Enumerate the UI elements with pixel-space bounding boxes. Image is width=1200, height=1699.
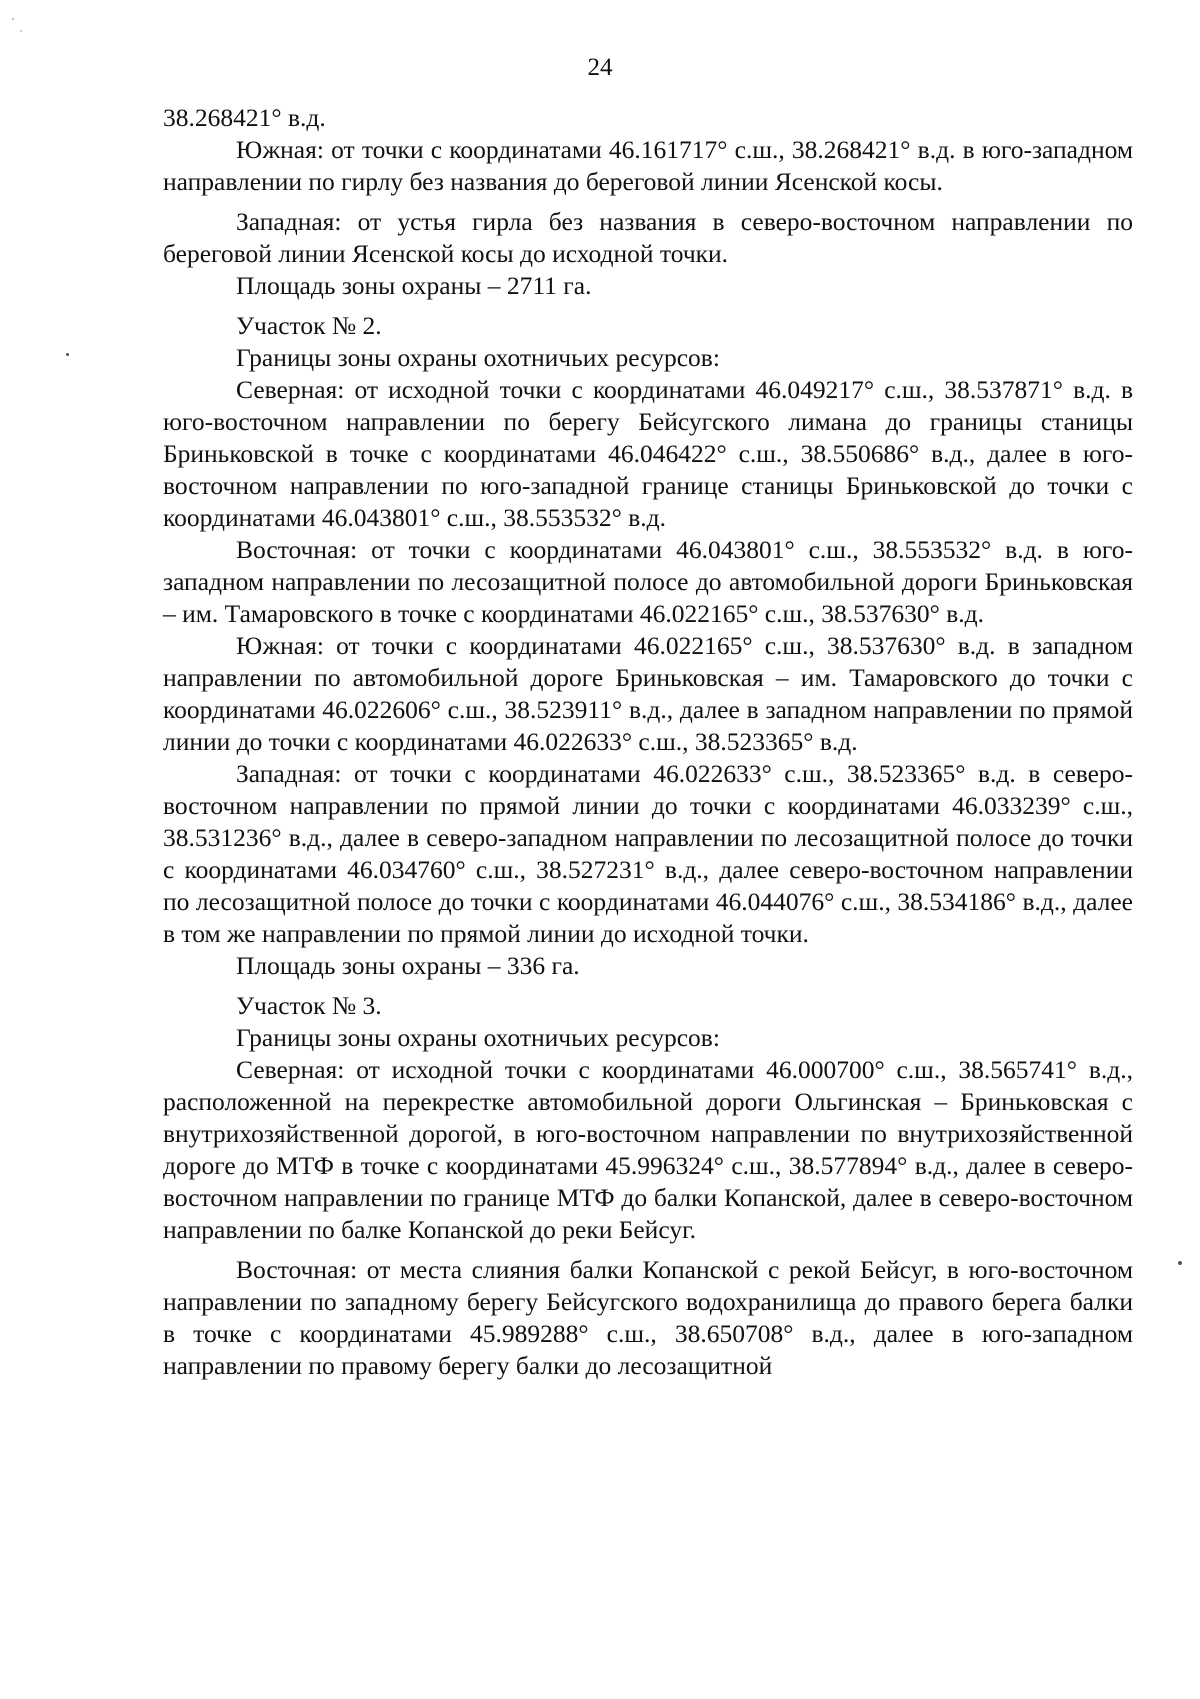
paragraph-area-2: Площадь зоны охраны – 336 га. <box>236 951 580 980</box>
scan-speck <box>66 353 69 356</box>
paragraph-south-boundary-1: Южная: от точки с координатами 46.161717° с.ш., 38.268421° в.д. в юго-западном направлении по гирлу без названия до береговой линии Ясенской косы. <box>163 135 1133 196</box>
paragraph-north-boundary-3: Северная: от исходной точки с координатами 46.000700° с.ш., 38.565741° в.д., расположенной на перекрестке автомобильной дороги Ольгинская – Бриньковская с внутрихозяйственной дорогой, в юго-восточном направлении по внутрихозяйственной дороге до МТФ в точке с координатами 45.996324° с.ш., 38.577894° в.д., далее в северо-восточном направлении по границе МТФ до балки Копанской, далее в северо-восточном направлении по балке Копанской до реки Бейсуг. <box>163 1055 1133 1244</box>
document-body <box>163 102 1133 1382</box>
paragraph-boundaries-title-3: Границы зоны охраны охотничьих ресурсов: <box>236 1023 720 1052</box>
paragraph-boundaries-title-2: Границы зоны охраны охотничьих ресурсов: <box>236 343 720 372</box>
paragraph-area-1: Площадь зоны охраны – 2711 га. <box>236 271 592 300</box>
paragraph-west-boundary-1: Западная: от устья гирла без названия в северо-восточном направлении по береговой линии Ясенской косы до исходной точки. <box>163 207 1133 268</box>
heading-plot-2: Участок № 2. <box>236 311 382 340</box>
paragraph-east-boundary-3: Восточная: от места слияния балки Копанской с рекой Бейсуг, в юго-восточном направлении по западному берегу Бейсугского водохранилища до правого берега балки в точке с координатами 45.989288° с.ш., 38.650708° в.д., далее в юго-западном направлении по правому берегу балки до лесозащитной <box>163 1255 1133 1380</box>
heading-plot-3: Участок № 3. <box>236 991 382 1020</box>
paragraph-west-boundary-2: Западная: от точки с координатами 46.022633° с.ш., 38.523365° в.д. в северо-восточном направлении по прямой линии до точки с координатами 46.033239° с.ш., 38.531236° в.д., далее в северо-западном направлении по лесозащитной полосе до точки с координатами 46.034760° с.ш., 38.527231° в.д., далее северо-восточном направлении по лесозащитной полосе до точки с координатами 46.044076° с.ш., 38.534186° в.д., далее в том же направлении по прямой линии до исходной точки. <box>163 759 1133 948</box>
scan-speck <box>20 30 22 32</box>
paragraph-south-boundary-2: Южная: от точки с координатами 46.022165° с.ш., 38.537630° в.д. в западном направлении по автомобильной дороге Бриньковская – им. Тамаровского до точки с координатами 46.022606° с.ш., 38.523911° в.д., далее в западном направлении по прямой линии до точки с координатами 46.022633° с.ш., 38.523365° в.д. <box>163 631 1133 756</box>
scan-speck <box>1178 1261 1182 1265</box>
page-number: 24 <box>587 54 613 81</box>
paragraph-east-boundary-2: Восточная: от точки с координатами 46.043801° с.ш., 38.553532° в.д. в юго-западном направлении по лесозащитной полосе до автомобильной дороги Бриньковская – им. Тамаровского в точке с координатами 46.022165° с.ш., 38.537630° в.д. <box>163 535 1133 628</box>
paragraph-north-boundary-2: Северная: от исходной точки с координатами 46.049217° с.ш., 38.537871° в.д. в юго-восточном направлении по берегу Бейсугского лимана до границы станицы Бриньковской в точке с координатами 46.046422° с.ш., 38.550686° в.д., далее в юго-восточном направлении по юго-западной границе станицы Бриньковской до точки с координатами 46.043801° с.ш., 38.553532° в.д. <box>163 375 1133 532</box>
scan-speck <box>12 18 14 20</box>
paragraph-continuation: 38.268421° в.д. <box>163 103 326 132</box>
